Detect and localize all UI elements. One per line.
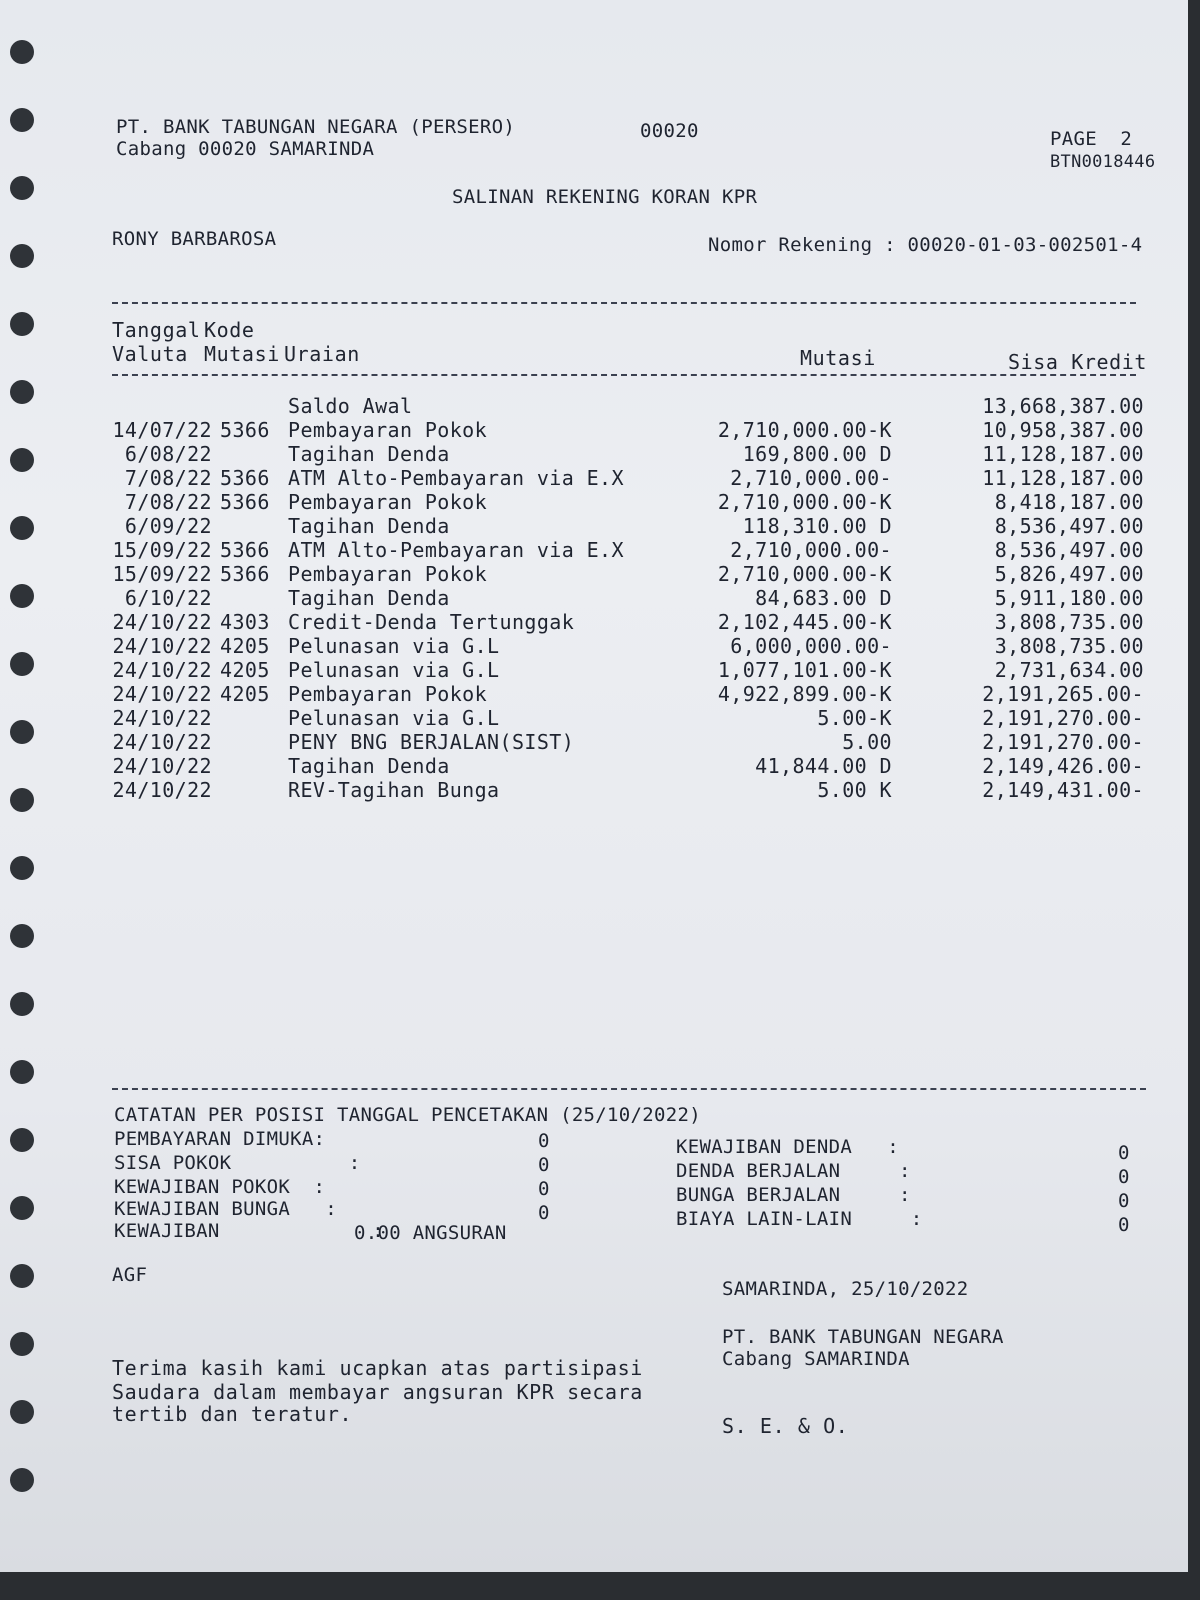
feed-hole <box>10 244 34 268</box>
header-tanggal: Tanggal <box>112 318 201 342</box>
transaction-date: 24/10/22 <box>112 634 212 658</box>
transaction-date: 24/10/22 <box>112 682 212 706</box>
transaction-date: 24/10/22 <box>112 658 212 682</box>
transaction-row <box>112 490 1162 514</box>
transaction-amount: 5.00-K <box>817 706 892 730</box>
transaction-row <box>112 394 1162 418</box>
transaction-description: Pembayaran Pokok <box>288 418 488 442</box>
transaction-row <box>112 754 1162 778</box>
transaction-row <box>112 730 1162 754</box>
errors-omissions-note: S. E. & O. <box>722 1414 849 1438</box>
summary-left-value-0: 0 <box>538 1130 550 1152</box>
feed-hole <box>10 992 34 1016</box>
transaction-date: 24/10/22 <box>112 778 212 802</box>
transaction-balance: 8,536,497.00 <box>994 538 1144 562</box>
feed-hole <box>10 516 34 540</box>
transaction-description: Tagihan Denda <box>288 442 450 466</box>
transaction-description: Tagihan Denda <box>288 754 450 778</box>
feed-hole <box>10 1264 34 1288</box>
page-number: PAGE 2 <box>1050 128 1133 150</box>
feed-hole <box>10 108 34 132</box>
transaction-amount: 2,710,000.00- <box>730 538 892 562</box>
transaction-balance: 2,149,431.00- <box>982 778 1144 802</box>
bank-name: PT. BANK TABUNGAN NEGARA (PERSERO) <box>116 116 516 138</box>
transaction-code: 5366 <box>220 466 270 490</box>
transaction-description: Pelunasan via G.L <box>288 658 500 682</box>
transaction-row <box>112 658 1162 682</box>
transaction-date: 6/10/22 <box>124 586 212 610</box>
transaction-description: Pelunasan via G.L <box>288 706 500 730</box>
transaction-row <box>112 586 1162 610</box>
transaction-row <box>112 610 1162 634</box>
signer-branch: Cabang SAMARINDA <box>722 1348 910 1370</box>
transaction-row <box>112 706 1162 730</box>
transaction-date: 7/08/22 <box>124 466 212 490</box>
header-mutasi: Mutasi <box>800 346 876 370</box>
transaction-date: 24/10/22 <box>112 754 212 778</box>
transaction-row <box>112 442 1162 466</box>
transaction-balance: 2,731,634.00 <box>994 658 1144 682</box>
transaction-description: REV-Tagihan Bunga <box>288 778 500 802</box>
place-date: SAMARINDA, 25/10/2022 <box>722 1278 969 1300</box>
summary-left-value-3: 0 <box>538 1202 550 1224</box>
divider-top <box>112 302 1136 304</box>
feed-hole <box>10 924 34 948</box>
branch-code: 00020 <box>640 120 699 142</box>
transaction-date: 7/08/22 <box>124 490 212 514</box>
transaction-description: Tagihan Denda <box>288 586 450 610</box>
transaction-code: 5366 <box>220 562 270 586</box>
transaction-date: 6/09/22 <box>124 514 212 538</box>
transaction-amount: 84,683.00 D <box>755 586 892 610</box>
kewajiban-label: KEWAJIBAN : <box>114 1220 384 1242</box>
transaction-balance: 3,808,735.00 <box>994 610 1144 634</box>
transaction-date: 15/09/22 <box>112 538 212 562</box>
transaction-description: ATM Alto-Pembayaran via E.X <box>288 538 624 562</box>
transaction-balance: 5,911,180.00 <box>994 586 1144 610</box>
transaction-code: 5366 <box>220 418 270 442</box>
transaction-row <box>112 514 1162 538</box>
summary-right-value-0: 0 <box>1118 1142 1130 1164</box>
tractor-feed-holes <box>10 40 40 1540</box>
feed-hole <box>10 1468 34 1492</box>
feed-hole <box>10 652 34 676</box>
transaction-balance: 3,808,735.00 <box>994 634 1144 658</box>
transaction-description: Pembayaran Pokok <box>288 490 488 514</box>
transaction-description: PENY BNG BERJALAN(SIST) <box>288 730 575 754</box>
feed-hole <box>10 788 34 812</box>
header-mutasi-code: Mutasi <box>204 342 280 366</box>
feed-hole <box>10 312 34 336</box>
summary-right-value-3: 0 <box>1118 1214 1130 1236</box>
transaction-amount: 2,710,000.00-K <box>717 562 892 586</box>
initials: AGF <box>112 1264 148 1286</box>
transaction-date: 6/08/22 <box>124 442 212 466</box>
transaction-balance: 11,128,187.00 <box>982 466 1144 490</box>
summary-left-label-0: PEMBAYARAN DIMUKA: <box>114 1128 326 1150</box>
summary-right-label-3: BIAYA LAIN-LAIN : <box>676 1208 923 1230</box>
divider-header <box>112 374 1136 376</box>
summary-right-value-1: 0 <box>1118 1166 1130 1188</box>
feed-hole <box>10 1332 34 1356</box>
summary-left-value-1: 0 <box>538 1154 550 1176</box>
customer-name: RONY BARBAROSA <box>112 228 277 250</box>
transaction-description: Pelunasan via G.L <box>288 634 500 658</box>
transaction-row <box>112 634 1162 658</box>
transaction-description: Tagihan Denda <box>288 514 450 538</box>
transaction-balance: 2,149,426.00- <box>982 754 1144 778</box>
transaction-amount: 5.00 <box>842 730 892 754</box>
transaction-amount: 6,000,000.00- <box>730 634 892 658</box>
feed-hole <box>10 1060 34 1084</box>
transaction-code: 4205 <box>220 634 270 658</box>
transaction-balance: 2,191,270.00- <box>982 730 1144 754</box>
summary-left-label-2: KEWAJIBAN POKOK : <box>114 1176 326 1198</box>
branch-name: Cabang 00020 SAMARINDA <box>116 138 375 160</box>
feed-hole <box>10 40 34 64</box>
feed-hole <box>10 448 34 472</box>
transaction-balance: 2,191,270.00- <box>982 706 1144 730</box>
transaction-row <box>112 466 1162 490</box>
transaction-amount: 2,102,445.00-K <box>717 610 892 634</box>
feed-hole <box>10 1196 34 1220</box>
transaction-balance: 8,536,497.00 <box>994 514 1144 538</box>
header-uraian: Uraian <box>284 342 360 366</box>
transaction-date: 24/10/22 <box>112 706 212 730</box>
thanks-line-2: Saudara dalam membayar angsuran KPR secara <box>112 1380 643 1404</box>
transaction-code: 4205 <box>220 658 270 682</box>
transaction-description: ATM Alto-Pembayaran via E.X <box>288 466 624 490</box>
transaction-description: Pembayaran Pokok <box>288 562 488 586</box>
summary-right-label-1: DENDA BERJALAN : <box>676 1160 911 1182</box>
transaction-description: Credit-Denda Tertunggak <box>288 610 575 634</box>
feed-hole <box>10 1400 34 1424</box>
transaction-amount: 5.00 K <box>817 778 892 802</box>
transaction-amount: 4,922,899.00-K <box>717 682 892 706</box>
transaction-amount: 118,310.00 D <box>742 514 892 538</box>
transaction-row <box>112 538 1162 562</box>
transaction-date: 14/07/22 <box>112 418 212 442</box>
summary-heading: CATATAN PER POSISI TANGGAL PENCETAKAN (25/10/2022) <box>114 1104 701 1126</box>
header-sisa-kredit: Sisa Kredit <box>1008 350 1148 374</box>
transaction-amount: 1,077,101.00-K <box>717 658 892 682</box>
transaction-balance: 8,418,187.00 <box>994 490 1144 514</box>
feed-hole <box>10 1128 34 1152</box>
transaction-balance: 2,191,265.00- <box>982 682 1144 706</box>
divider-bottom <box>112 1088 1146 1090</box>
feed-hole <box>10 720 34 744</box>
header-valuta: Valuta <box>112 342 188 366</box>
thanks-line-1: Terima kasih kami ucapkan atas partisipasi <box>112 1356 643 1380</box>
document-id: BTN0018446 <box>1050 152 1156 172</box>
transaction-description: Saldo Awal <box>288 394 413 418</box>
summary-left-label-3: KEWAJIBAN BUNGA : <box>114 1198 338 1220</box>
summary-right-label-2: BUNGA BERJALAN : <box>676 1184 911 1206</box>
document-title: SALINAN REKENING KORAN KPR <box>452 186 758 208</box>
transaction-description: Pembayaran Pokok <box>288 682 488 706</box>
transaction-balance: 5,826,497.00 <box>994 562 1144 586</box>
feed-hole <box>10 380 34 404</box>
transaction-amount: 2,710,000.00-K <box>717 418 892 442</box>
transaction-code: 5366 <box>220 490 270 514</box>
transaction-amount: 2,710,000.00- <box>730 466 892 490</box>
account-number: Nomor Rekening : 00020-01-03-002501-4 <box>708 234 1143 256</box>
kewajiban-value: 0.00 ANGSURAN <box>354 1222 507 1244</box>
transaction-amount: 41,844.00 D <box>755 754 892 778</box>
summary-left-label-1: SISA POKOK : <box>114 1152 361 1174</box>
transaction-code: 4205 <box>220 682 270 706</box>
transaction-row <box>112 418 1162 442</box>
transaction-amount: 2,710,000.00-K <box>717 490 892 514</box>
summary-left-value-2: 0 <box>538 1178 550 1200</box>
feed-hole <box>10 856 34 880</box>
transaction-amount: 169,800.00 D <box>742 442 892 466</box>
summary-right-label-0: KEWAJIBAN DENDA : <box>676 1136 900 1158</box>
signer-bank: PT. BANK TABUNGAN NEGARA <box>722 1326 1004 1348</box>
thanks-line-3: tertib dan teratur. <box>112 1402 353 1426</box>
transaction-row <box>112 562 1162 586</box>
transaction-table <box>112 394 1162 802</box>
summary-right-value-2: 0 <box>1118 1190 1130 1212</box>
feed-hole <box>10 176 34 200</box>
transaction-balance: 13,668,387.00 <box>982 394 1144 418</box>
transaction-row <box>112 778 1162 802</box>
transaction-date: 24/10/22 <box>112 610 212 634</box>
transaction-balance: 10,958,387.00 <box>982 418 1144 442</box>
transaction-date: 15/09/22 <box>112 562 212 586</box>
transaction-date: 24/10/22 <box>112 730 212 754</box>
header-kode: Kode <box>204 318 255 342</box>
transaction-code: 4303 <box>220 610 270 634</box>
transaction-balance: 11,128,187.00 <box>982 442 1144 466</box>
feed-hole <box>10 584 34 608</box>
transaction-row <box>112 682 1162 706</box>
transaction-code: 5366 <box>220 538 270 562</box>
